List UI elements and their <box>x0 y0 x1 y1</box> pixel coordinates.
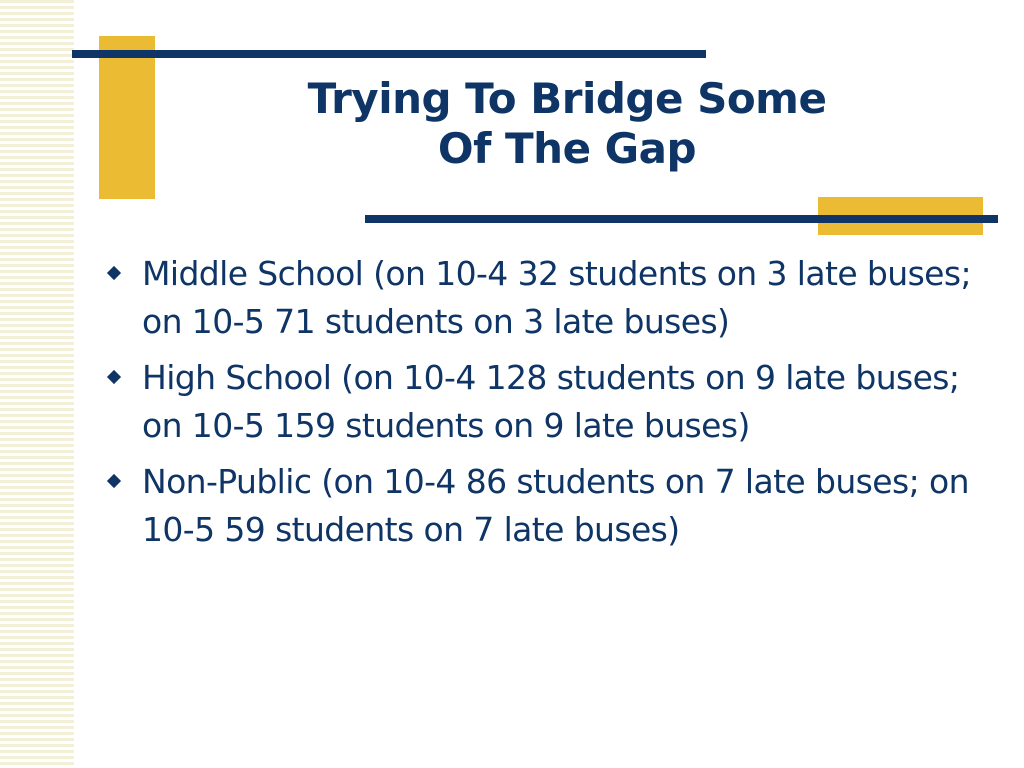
decorative-stripes <box>0 0 74 768</box>
bullet-list <box>102 250 972 562</box>
decorative-gold-block-left <box>99 36 155 199</box>
bullet-item-non-public <box>102 458 972 554</box>
decorative-navy-line-top <box>72 50 706 58</box>
slide-title-line-2: Of The Gap <box>437 124 697 173</box>
diamond-bullet-icon <box>107 370 121 384</box>
bullet-item-high-school <box>102 354 972 450</box>
bullet-item-middle-school <box>102 250 972 346</box>
decorative-navy-line-bottom <box>365 215 998 223</box>
slide-title <box>250 74 884 174</box>
diamond-bullet-icon <box>107 266 121 280</box>
slide-title-line-1: Trying To Bridge Some <box>307 74 827 123</box>
bullet-text: Non-Public (on 10-4 86 students on 7 late buses; on 10-5 59 students on 7 late buses) <box>142 462 969 549</box>
bullet-text: Middle School (on 10-4 32 students on 3 late buses; on 10-5 71 students on 3 late buses) <box>142 254 971 341</box>
bullet-text: High School (on 10-4 128 students on 9 late buses; on 10-5 159 students on 9 late buses) <box>142 358 960 445</box>
diamond-bullet-icon <box>107 474 121 488</box>
